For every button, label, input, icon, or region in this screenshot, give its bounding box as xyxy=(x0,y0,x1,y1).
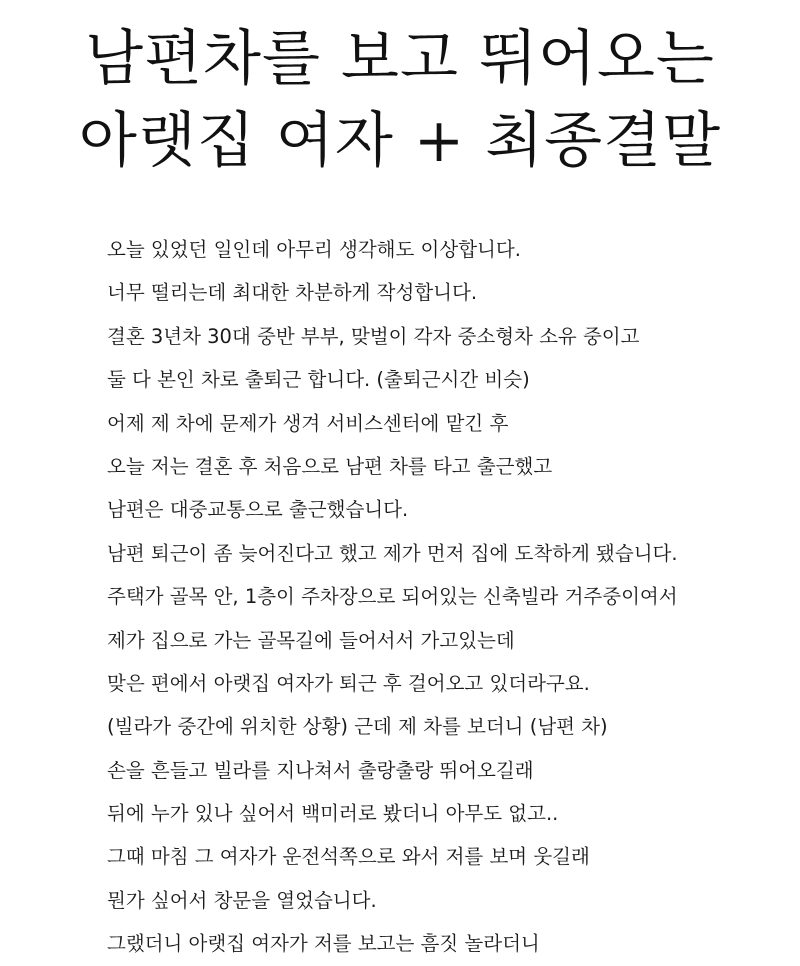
body-line: 주택가 골목 안, 1층이 주차장으로 되어있는 신축빌라 거주중이여서 xyxy=(107,585,678,609)
article-body xyxy=(107,228,787,966)
body-line: 남편 퇴근이 좀 늦어진다고 했고 제가 먼저 집에 도착하게 됐습니다. xyxy=(107,541,678,565)
body-line: 결혼 3년차 30대 중반 부부, 맞벌이 각자 중소형차 소유 중이고 xyxy=(107,324,640,348)
title-line-2: 아랫집 여자 + 최종결말 xyxy=(78,106,722,176)
body-line: 맞은 편에서 아랫집 여자가 퇴근 후 걸어오고 있더라구요. xyxy=(107,671,590,695)
body-line: 손을 흔들고 빌라를 지나쳐서 출랑출랑 뛰어오길래 xyxy=(107,758,534,782)
body-line: (빌라가 중간에 위치한 상황) 근데 제 차를 보더니 (남편 차) xyxy=(107,715,608,739)
article-title xyxy=(0,18,800,182)
body-line: 남편은 대중교통으로 출근했습니다. xyxy=(107,498,409,522)
body-line: 오늘 있었던 일인데 아무리 생각해도 이상합니다. xyxy=(107,238,521,261)
title-line-1: 남편차를 보고 뛰어오는 xyxy=(85,24,715,94)
body-line: 그때 마침 그 여자가 운전석쪽으로 와서 저를 보며 웃길래 xyxy=(107,845,590,869)
body-line: 그랬더니 아랫집 여자가 저를 보고는 흠짓 놀라더니 xyxy=(107,932,540,956)
body-line: 뭔가 싶어서 창문을 열었습니다. xyxy=(107,888,377,912)
body-line: 오늘 저는 결혼 후 처음으로 남편 차를 타고 출근했고 xyxy=(107,454,553,478)
body-line: 제가 집으로 가는 골목길에 들어서서 가고있는데 xyxy=(107,628,515,652)
body-line: 어제 제 차에 문제가 생겨 서비스센터에 맡긴 후 xyxy=(107,411,509,435)
body-line: 너무 떨리는데 최대한 차분하게 작성합니다. xyxy=(107,281,478,305)
body-line: 둘 다 본인 차로 출퇴근 합니다. (출퇴근시간 비슷) xyxy=(107,368,530,392)
body-line: 뒤에 누가 있나 싶어서 백미러로 봤더니 아무도 없고.. xyxy=(107,802,559,826)
